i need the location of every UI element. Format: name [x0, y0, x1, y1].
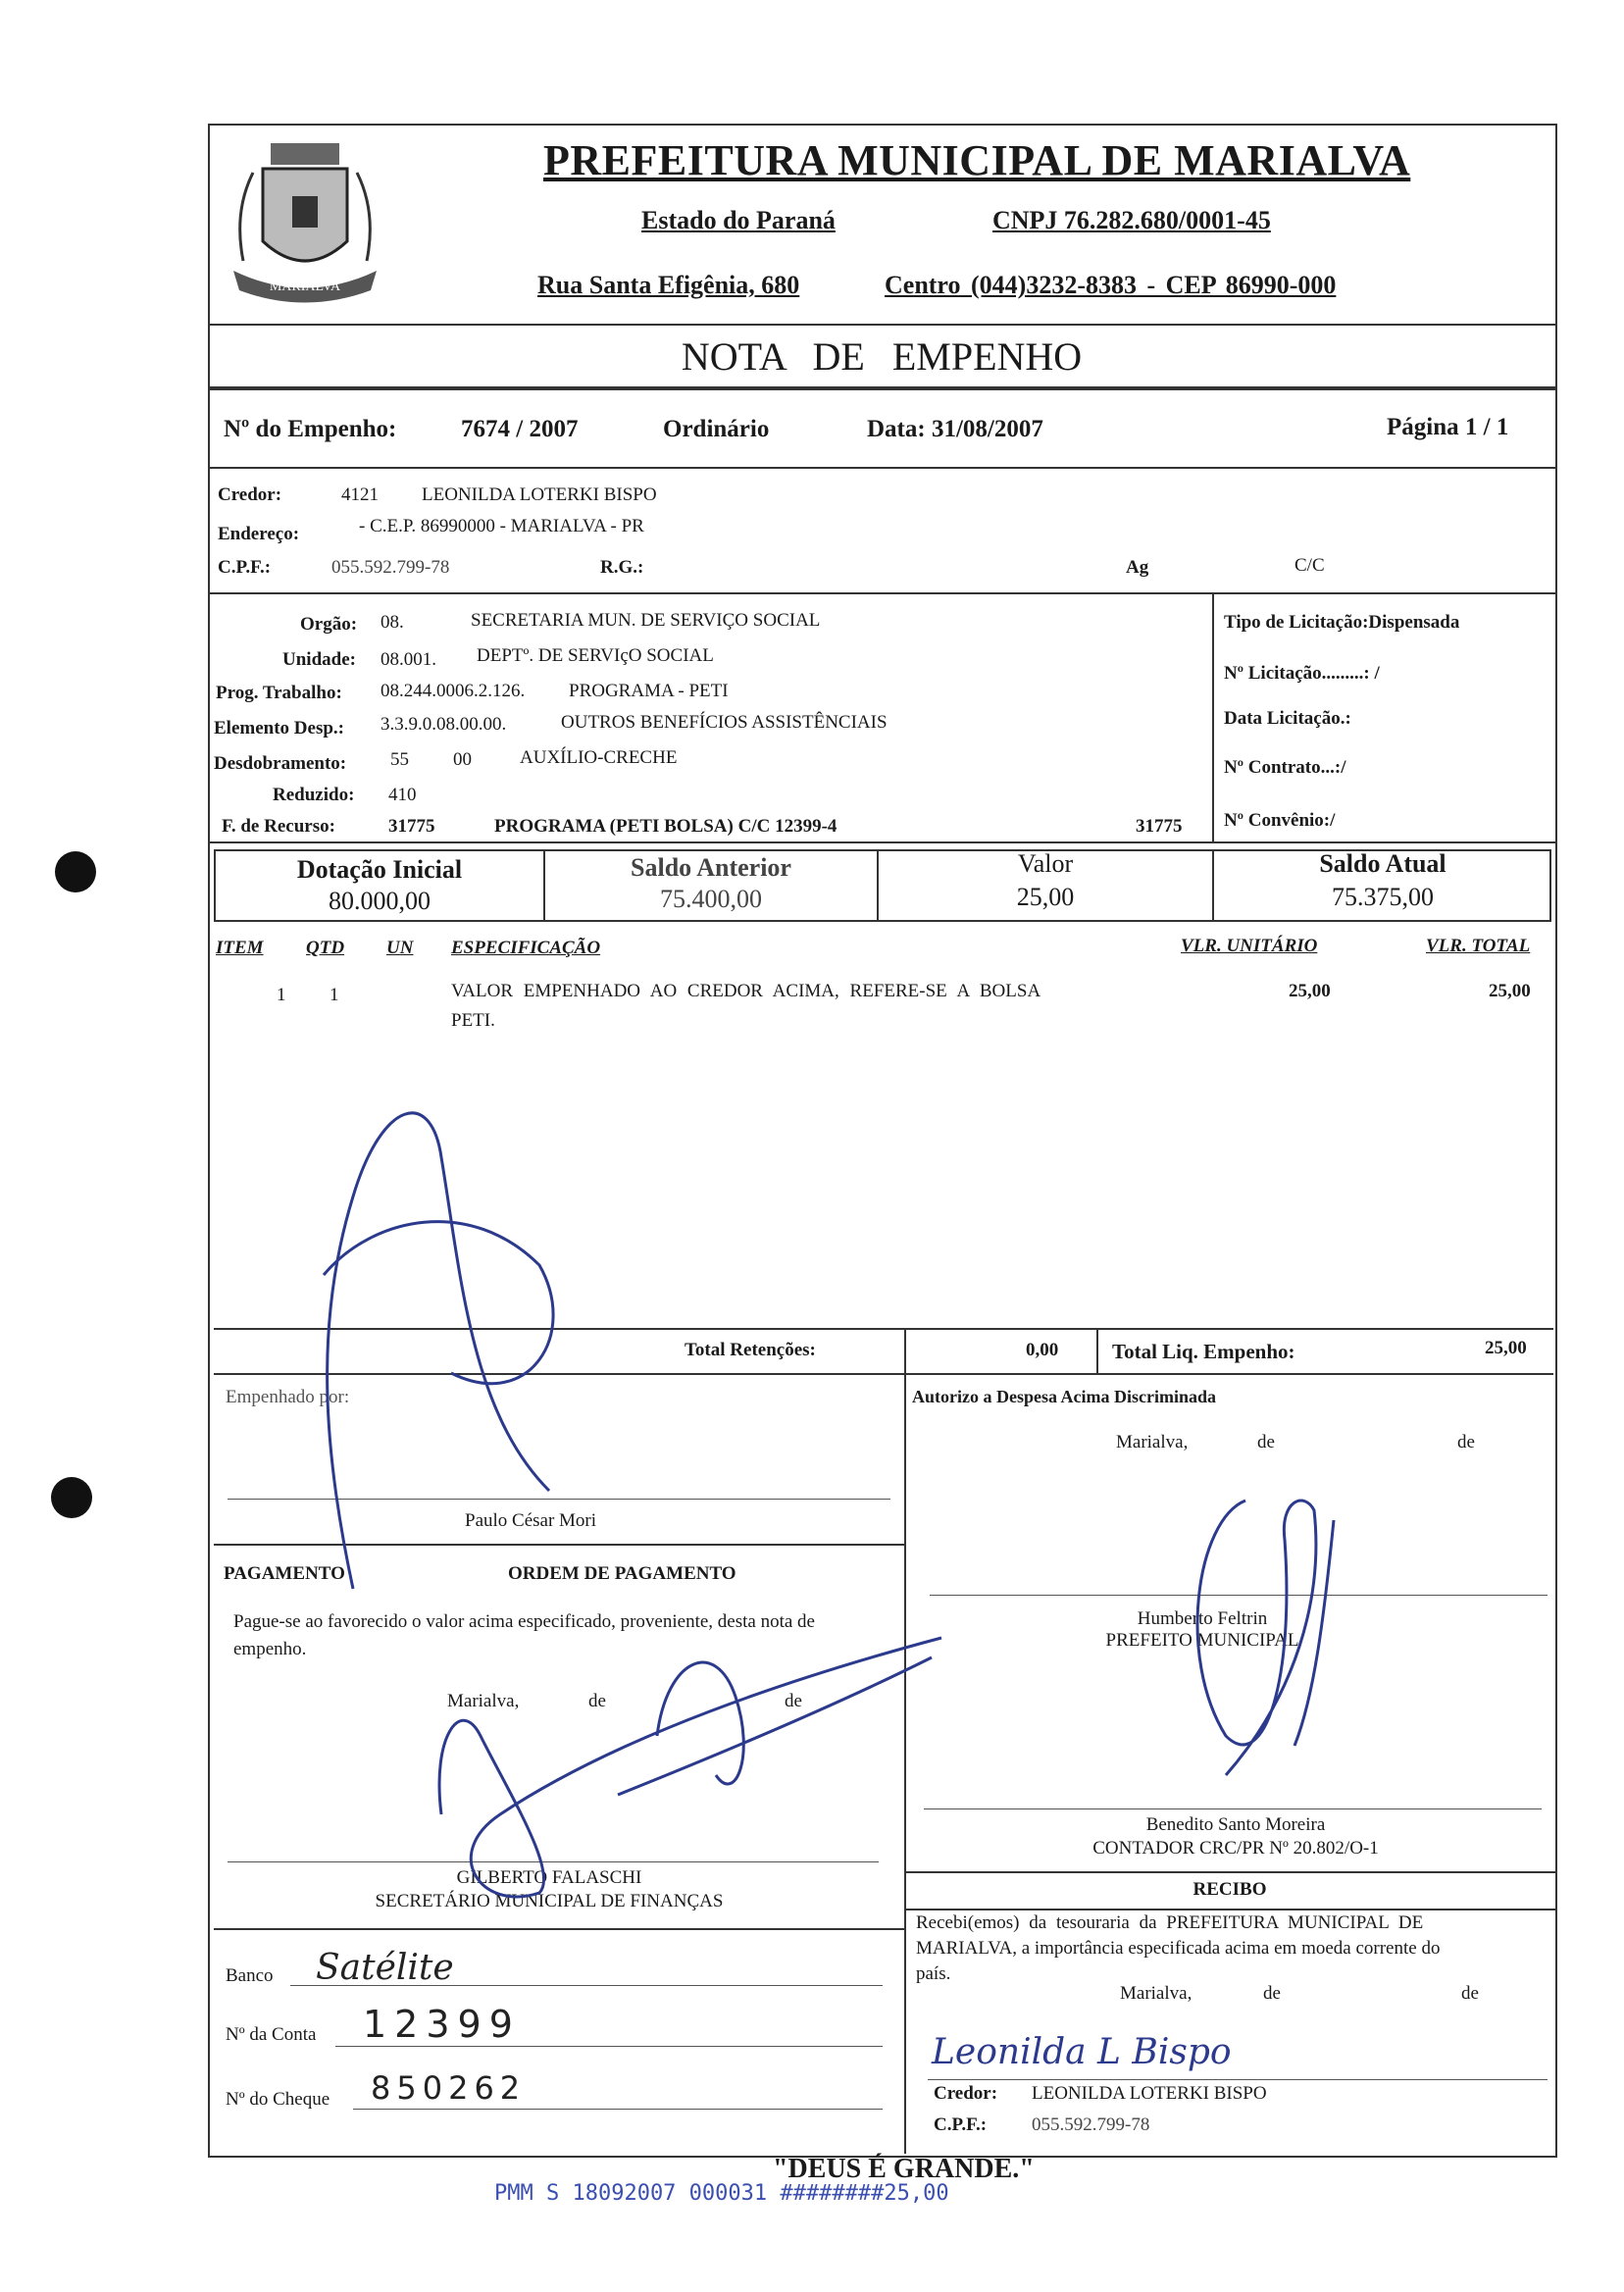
col-item: ITEM [216, 938, 264, 958]
autorizo-de-2: de [1457, 1432, 1475, 1452]
empenho-date: Data: 31/08/2007 [867, 416, 1043, 442]
col-un: UN [386, 938, 414, 958]
coat-of-arms-logo [214, 133, 396, 308]
valor-label: Valor [1017, 849, 1074, 878]
empenhado-signature [294, 1079, 569, 1589]
document-title: NOTA DE EMPENHO [681, 334, 1083, 379]
banco-label: Banco [226, 1965, 274, 1986]
item-spec-line2: PETI. [451, 1010, 495, 1031]
recibo-cpf: 055.592.799-78 [1032, 2114, 1150, 2135]
dotacao-label: Dotação Inicial [296, 855, 463, 884]
conta-value: 12399 [363, 2003, 521, 2046]
pagamento-de-1: de [588, 1691, 606, 1711]
retencoes-label: Total Retenções: [685, 1340, 816, 1360]
prog-name: PROGRAMA - PETI [569, 681, 729, 701]
recibo-de-2: de [1461, 1983, 1479, 2004]
cpf-label: C.P.F.: [218, 557, 272, 578]
credor-cpf: 055.592.799-78 [331, 557, 450, 578]
contrato-numero: Nº Contrato...:/ [1224, 757, 1346, 778]
pagamento-place: Marialva, [447, 1691, 520, 1711]
unidade-label: Unidade: [282, 649, 356, 670]
punch-hole [51, 1477, 92, 1518]
reduzido-value: 410 [388, 785, 417, 805]
elemento-label: Elemento Desp.: [214, 718, 344, 739]
saldo-atual-label: Saldo Atual [1319, 849, 1446, 878]
col-total: VLR. TOTAL [1426, 936, 1531, 956]
elemento-code: 3.3.9.0.08.00.00. [381, 714, 507, 735]
cnpj-label: CNPJ 76.282.680/0001-45 [992, 206, 1271, 234]
licitacao-data: Data Licitação.: [1224, 708, 1351, 729]
state-label: Estado do Paraná [641, 206, 836, 234]
page-title: PREFEITURA MUNICIPAL DE MARIALVA [543, 136, 1411, 184]
recibo-credor-label: Credor: [934, 2083, 998, 2104]
contador-title: CONTADOR CRC/PR Nº 20.802/O-1 [1092, 1838, 1379, 1859]
address-contact: Centro (044)3232-8383 - CEP 86990-000 [885, 271, 1337, 299]
address-label: Endereço: [218, 524, 300, 544]
contador-name: Benedito Santo Moreira [1145, 1814, 1326, 1835]
autorizo-place: Marialva, [1116, 1432, 1189, 1452]
coat-of-arms-text: MARIALVA [269, 280, 341, 294]
cheque-value: 850262 [371, 2069, 527, 2107]
empenho-number-label: Nº do Empenho: [224, 416, 397, 442]
autorizo-label: Autorizo a Despesa Acima Discriminada [912, 1387, 1216, 1406]
saldo-atual-value: 75.375,00 [1332, 883, 1434, 911]
convenio-numero: Nº Convênio:/ [1224, 810, 1336, 831]
reduzido-label: Reduzido: [273, 785, 355, 805]
credor-label: Credor: [218, 484, 282, 505]
dotacao-value: 80.000,00 [329, 887, 431, 915]
item-spec-line1: VALOR EMPENHADO AO CREDOR ACIMA, REFERE-SE A BOLSA [451, 981, 1041, 1001]
empenho-number: 7674 / 2007 [461, 416, 579, 442]
desdob-sub: 00 [453, 749, 472, 770]
conta-label: Nº da Conta [226, 2024, 317, 2045]
liq-value: 25,00 [1485, 1338, 1527, 1358]
unidade-name: DEPTº. DE SERVIçO SOCIAL [477, 645, 714, 666]
recurso-code-2: 31775 [1136, 816, 1183, 837]
recurso-code: 31775 [388, 816, 435, 837]
rg-label: R.G.: [600, 557, 644, 578]
recibo-text-2: MARIALVA, a importância especificada acima em moeda corrente do [916, 1938, 1441, 1959]
desdob-name: AUXÍLIO-CRECHE [520, 747, 678, 768]
credor-code: 4121 [341, 484, 379, 505]
col-spec: ESPECIFICAÇÃO [451, 938, 601, 958]
cc-label: C/C [1294, 555, 1325, 576]
recibo-text-3: país. [916, 1963, 951, 1984]
orgao-name: SECRETARIA MUN. DE SERVIÇO SOCIAL [471, 610, 821, 631]
secretary-name: GILBERTO FALASCHI [456, 1867, 642, 1888]
recibo-cpf-label: C.P.F.: [934, 2114, 988, 2135]
col-qtd: QTD [306, 938, 345, 958]
recurso-label: F. de Recurso: [222, 816, 335, 837]
saldo-anterior-label: Saldo Anterior [631, 853, 791, 882]
mayor-signature [1177, 1481, 1363, 1775]
credor-address: - C.E.P. 86990000 - MARIALVA - PR [359, 516, 644, 536]
pagamento-de-2: de [785, 1691, 802, 1711]
unidade-code: 08.001. [381, 649, 436, 670]
recibo-text-1: Recebi(emos) da tesouraria da PREFEITURA MUNICIPAL DE [916, 1912, 1424, 1933]
liq-label: Total Liq. Empenho: [1112, 1340, 1295, 1363]
mayor-name: Humberto Feltrin [1137, 1608, 1268, 1629]
elemento-name: OUTROS BENEFÍCIOS ASSISTÊNCIAIS [561, 712, 888, 733]
item-total-value: 25,00 [1489, 981, 1531, 1001]
recibo-title: RECIBO [1193, 1879, 1267, 1900]
empenhado-name: Paulo César Mori [465, 1510, 597, 1531]
licitacao-tipo: Tipo de Licitação:Dispensada [1224, 612, 1460, 633]
desdob-code: 55 [390, 749, 409, 770]
pagamento-text: Pague-se ao favorecido o valor acima especificado, proveniente, desta nota de empenho. [233, 1611, 815, 1659]
valor-value: 25,00 [1016, 883, 1075, 911]
pagamento-label: PAGAMENTO [224, 1563, 345, 1584]
recibo-credor-name: LEONILDA LOTERKI BISPO [1032, 2083, 1267, 2104]
punch-hole [55, 851, 96, 892]
payment-stamp: PMM S 18092007 000031 ########25,00 [494, 2181, 949, 2206]
street-label: Rua Santa Efigênia, 680 [537, 271, 800, 299]
credor-signature: Leonilda L Bispo [932, 2032, 1232, 2072]
orgao-label: Orgão: [300, 614, 358, 635]
recibo-place: Marialva, [1120, 1983, 1193, 2004]
desdob-label: Desdobramento: [214, 753, 347, 774]
ordem-pagamento-label: ORDEM DE PAGAMENTO [508, 1563, 736, 1584]
saldo-anterior-value: 75.400,00 [660, 885, 762, 913]
autorizo-de-1: de [1257, 1432, 1275, 1452]
prog-label: Prog. Trabalho: [216, 683, 342, 703]
page-number: Página 1 / 1 [1387, 414, 1509, 440]
licitacao-numero: Nº Licitação.........: / [1224, 663, 1380, 684]
prog-code: 08.244.0006.2.126. [381, 681, 526, 701]
item-qtd: 1 [330, 985, 339, 1005]
empenhado-label: Empenhado por: [226, 1387, 350, 1407]
banco-value: Satélite [316, 1948, 454, 1988]
col-unit: VLR. UNITÁRIO [1181, 936, 1318, 956]
ag-label: Ag [1126, 557, 1149, 578]
secretary-title: SECRETÁRIO MUNICIPAL DE FINANÇAS [375, 1891, 724, 1911]
empenho-type: Ordinário [663, 416, 770, 442]
recurso-name: PROGRAMA (PETI BOLSA) C/C 12399-4 [494, 816, 837, 837]
credor-name: LEONILDA LOTERKI BISPO [422, 484, 657, 505]
orgao-code: 08. [381, 612, 404, 633]
motto: "DEUS É GRANDE." [773, 2154, 1035, 2184]
recibo-de-1: de [1263, 1983, 1281, 2004]
cheque-label: Nº do Cheque [226, 2089, 330, 2110]
mayor-title: PREFEITO MUNICIPAL [1105, 1630, 1299, 1651]
item-unit-value: 25,00 [1289, 981, 1331, 1001]
item-number: 1 [277, 985, 286, 1005]
secretary-signature [422, 1618, 951, 1912]
retencoes-value: 0,00 [1026, 1340, 1059, 1360]
